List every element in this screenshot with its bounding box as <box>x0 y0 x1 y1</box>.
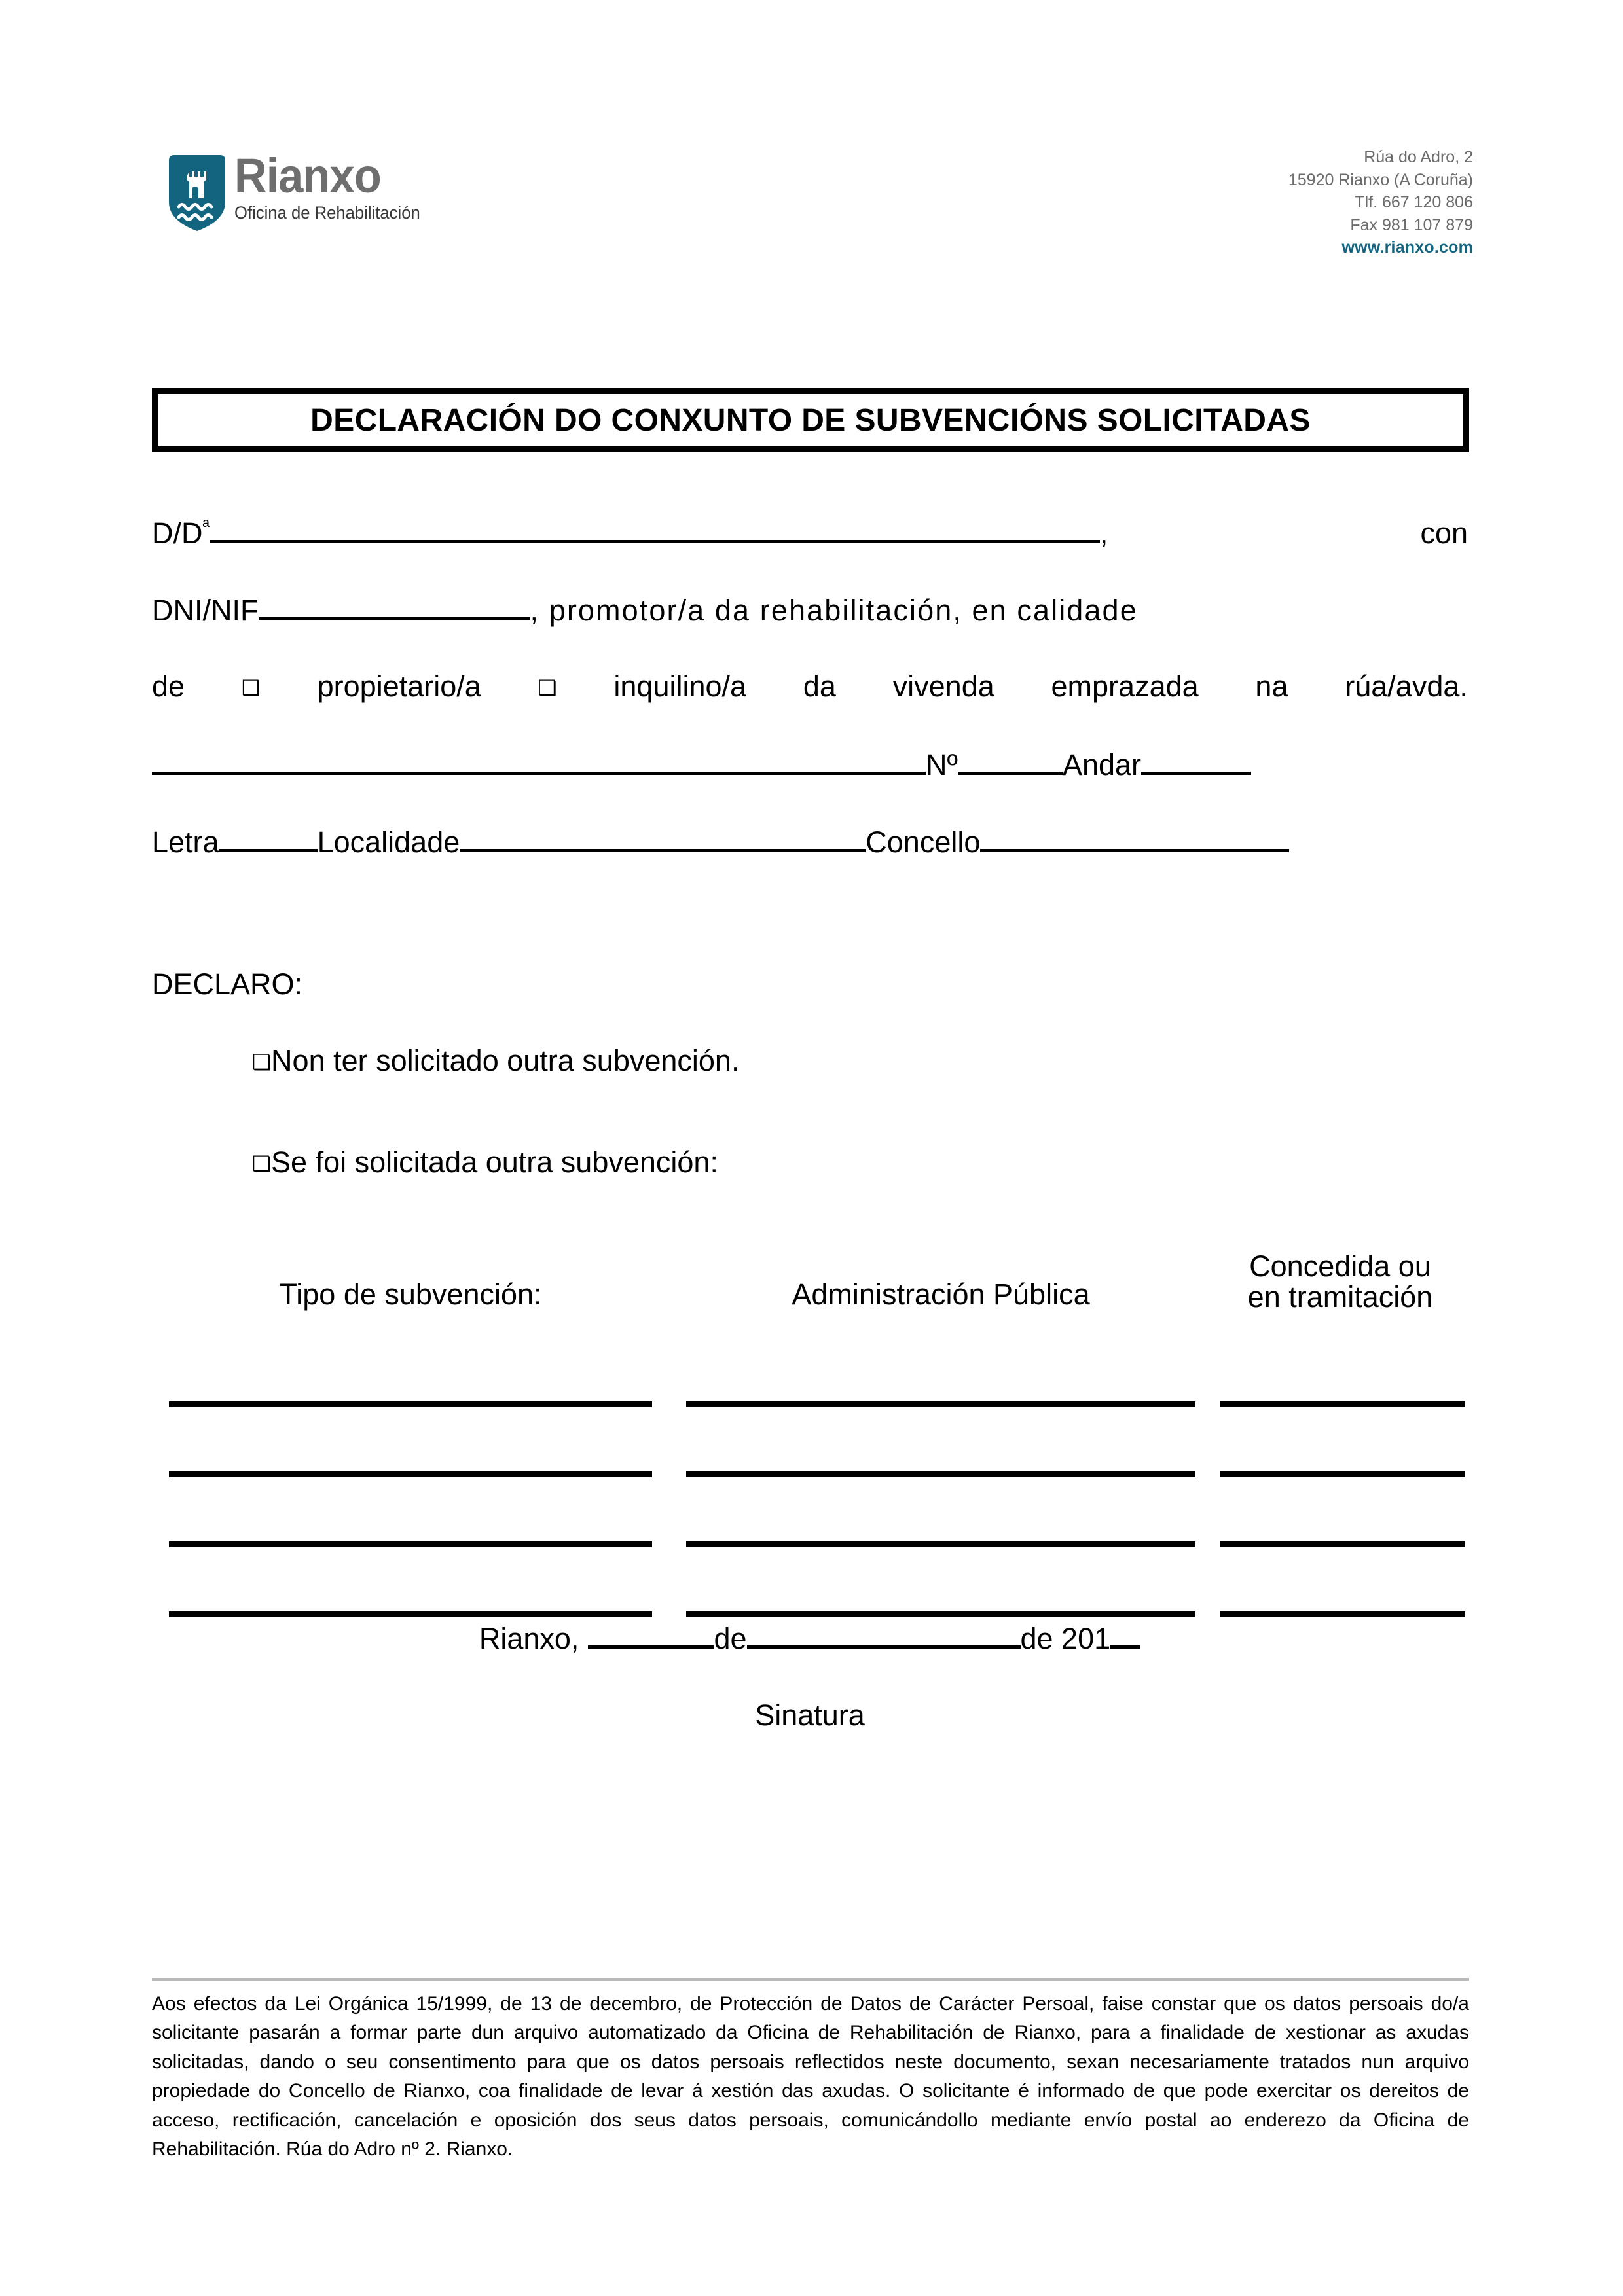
table-cell-line <box>686 1611 1195 1617</box>
table-cell-tipo[interactable] <box>152 1407 669 1477</box>
table-cell-line <box>169 1471 652 1477</box>
localidade-input-line[interactable] <box>460 826 866 852</box>
form-body <box>152 517 1468 903</box>
checkbox-inquilino[interactable]: ❑ <box>538 675 557 700</box>
checkbox-other-subsidy[interactable]: ❑ <box>252 1151 272 1176</box>
document-title-box <box>152 388 1469 452</box>
name-label: D/D <box>152 516 203 550</box>
table-header-estado-line2: en tramitación <box>1247 1280 1433 1314</box>
declaro-option-none <box>252 1044 739 1078</box>
subsidies-table <box>152 1214 1468 1617</box>
dni-tail: , promotor/a da rehabilitación, en calidade <box>530 594 1138 628</box>
footer-divider <box>152 1978 1469 1981</box>
tenure-vivenda: vivenda <box>892 670 994 703</box>
table-cell-line <box>1220 1401 1465 1407</box>
table-header-estado-line1: Concedida ou <box>1249 1249 1431 1283</box>
label-inquilino: inquilino/a <box>613 670 747 703</box>
table-cell-administracion[interactable] <box>669 1477 1213 1547</box>
dni-input-line[interactable] <box>259 594 530 620</box>
table-body <box>152 1337 1468 1617</box>
document-header <box>157 141 1473 259</box>
concello-label: Concello <box>866 825 981 859</box>
table-row <box>152 1407 1468 1477</box>
declaro-option-none-label: Non ter solicitado outra subvención. <box>271 1044 740 1077</box>
table-header-tipo: Tipo de subvención: <box>279 1277 542 1311</box>
contact-block <box>1288 146 1473 259</box>
table-header-row <box>152 1214 1468 1312</box>
organization-logo <box>169 149 430 231</box>
table-cell-estado[interactable] <box>1213 1477 1468 1547</box>
form-line-tenure <box>152 672 1468 749</box>
table-cell-line <box>1220 1611 1465 1617</box>
contact-website[interactable]: www.rianxo.com <box>1341 238 1473 257</box>
brand-text-group <box>234 149 430 223</box>
table-cell-administracion[interactable] <box>669 1547 1213 1617</box>
form-line-locality <box>152 826 1468 903</box>
rianxo-shield-icon <box>169 155 225 231</box>
contact-street: Rúa do Adro, 2 <box>1364 148 1473 166</box>
table-cell-estado[interactable] <box>1213 1337 1468 1407</box>
declaro-option-other-label: Se foi solicitada outra subvención: <box>271 1145 718 1179</box>
checkbox-propietario[interactable]: ❑ <box>241 675 261 700</box>
concello-input-line[interactable] <box>980 826 1289 852</box>
localidade-label: Localidade <box>317 825 460 859</box>
tenure-emprazada: emprazada <box>1051 670 1199 703</box>
table-cell-line <box>686 1541 1195 1547</box>
form-line-name <box>152 517 1468 594</box>
letra-input-line[interactable] <box>219 826 318 852</box>
signature-date-line <box>152 1622 1468 1656</box>
brand-subtitle: Oficina de Rehabilitación <box>234 203 420 223</box>
declaro-option-other <box>252 1145 718 1179</box>
signature-de-1: de <box>714 1622 747 1655</box>
tenure-de: de <box>152 670 185 703</box>
table-cell-administracion[interactable] <box>669 1407 1213 1477</box>
tenure-na: na <box>1255 670 1288 703</box>
dni-label: DNI/NIF <box>152 594 259 628</box>
name-label-sup: ª <box>202 516 210 537</box>
letra-label: Letra <box>152 825 219 859</box>
name-tail-con: con <box>1420 516 1468 550</box>
contact-phone: Tlf. 667 120 806 <box>1355 193 1473 211</box>
table-cell-estado[interactable] <box>1213 1407 1468 1477</box>
street-input-line[interactable] <box>152 749 926 775</box>
signature-de-2: de 201 <box>1020 1622 1111 1655</box>
table-cell-line <box>169 1611 652 1617</box>
table-cell-line <box>169 1541 652 1547</box>
signature-label: Sinatura <box>755 1698 865 1732</box>
signature-place: Rianxo, <box>479 1622 579 1655</box>
table-cell-tipo[interactable] <box>152 1547 669 1617</box>
page-title: DECLARACIÓN DO CONXUNTO DE SUBVENCIÓNS SOLICITADAS <box>310 403 1311 438</box>
brand-name: Rianxo <box>234 149 381 203</box>
signature-month-line[interactable] <box>747 1623 1021 1649</box>
name-input-line[interactable] <box>210 517 1100 543</box>
table-row <box>152 1477 1468 1547</box>
table-header-estado <box>1213 1251 1468 1313</box>
table-cell-administracion[interactable] <box>669 1337 1213 1407</box>
table-cell-line <box>686 1401 1195 1407</box>
table-cell-line <box>1220 1471 1465 1477</box>
tenure-rua-avda: rúa/avda. <box>1345 670 1468 703</box>
contact-fax: Fax 981 107 879 <box>1350 215 1473 234</box>
tenure-da: da <box>803 670 836 703</box>
table-cell-line <box>1220 1541 1465 1547</box>
numero-label: Nº <box>926 748 958 782</box>
table-cell-tipo[interactable] <box>152 1477 669 1547</box>
footer-legal-text: Aos efectos da Lei Orgánica 15/1999, de 13 de decembro, de Protección de Datos de Carácter Persoal, faise constar que os datos persoais do/a solicitante pasarán a formar parte dun arquivo automatizado da Oficina de Rehabilitación de Rianxo, para a finalidade de xestionar as axudas solicitadas, dando o seu consentimento para que os datos persoais reflectidos neste documento, sexan necesariamente tratados nun arquivo propiedade do Concello de Rianxo, coa finalidade de levar á xestión das axudas. O solicitante é informado de que pode exercitar os dereitos de acceso, rectificación, cancelación e oposición dos seus datos persoais, comunicándollo mediante envío postal ao enderezo da Oficina de Rehabilitación. Rúa do Adro nº 2. Rianxo. <box>152 1993 1469 2160</box>
checkbox-no-other-subsidy[interactable]: ❑ <box>252 1050 272 1075</box>
table-row <box>152 1337 1468 1407</box>
andar-input-line[interactable] <box>1141 749 1251 775</box>
name-comma: , <box>1099 516 1108 550</box>
table-cell-estado[interactable] <box>1213 1547 1468 1617</box>
table-cell-line <box>686 1471 1195 1477</box>
signature-day-line[interactable] <box>588 1623 714 1649</box>
name-label-group <box>152 517 1108 548</box>
andar-label: Andar <box>1062 748 1142 782</box>
form-line-dni <box>152 594 1468 672</box>
signature-year-line[interactable] <box>1110 1623 1140 1649</box>
contact-city: 15920 Rianxo (A Coruña) <box>1288 170 1473 189</box>
table-cell-line <box>169 1401 652 1407</box>
form-line-address <box>152 749 1468 826</box>
table-row <box>152 1547 1468 1617</box>
label-propietario: propietario/a <box>317 670 481 703</box>
table-header-administracion: Administración Pública <box>792 1277 1090 1311</box>
declaro-heading: DECLARO: <box>152 967 303 1001</box>
numero-input-line[interactable] <box>958 749 1063 775</box>
table-cell-tipo[interactable] <box>152 1337 669 1407</box>
